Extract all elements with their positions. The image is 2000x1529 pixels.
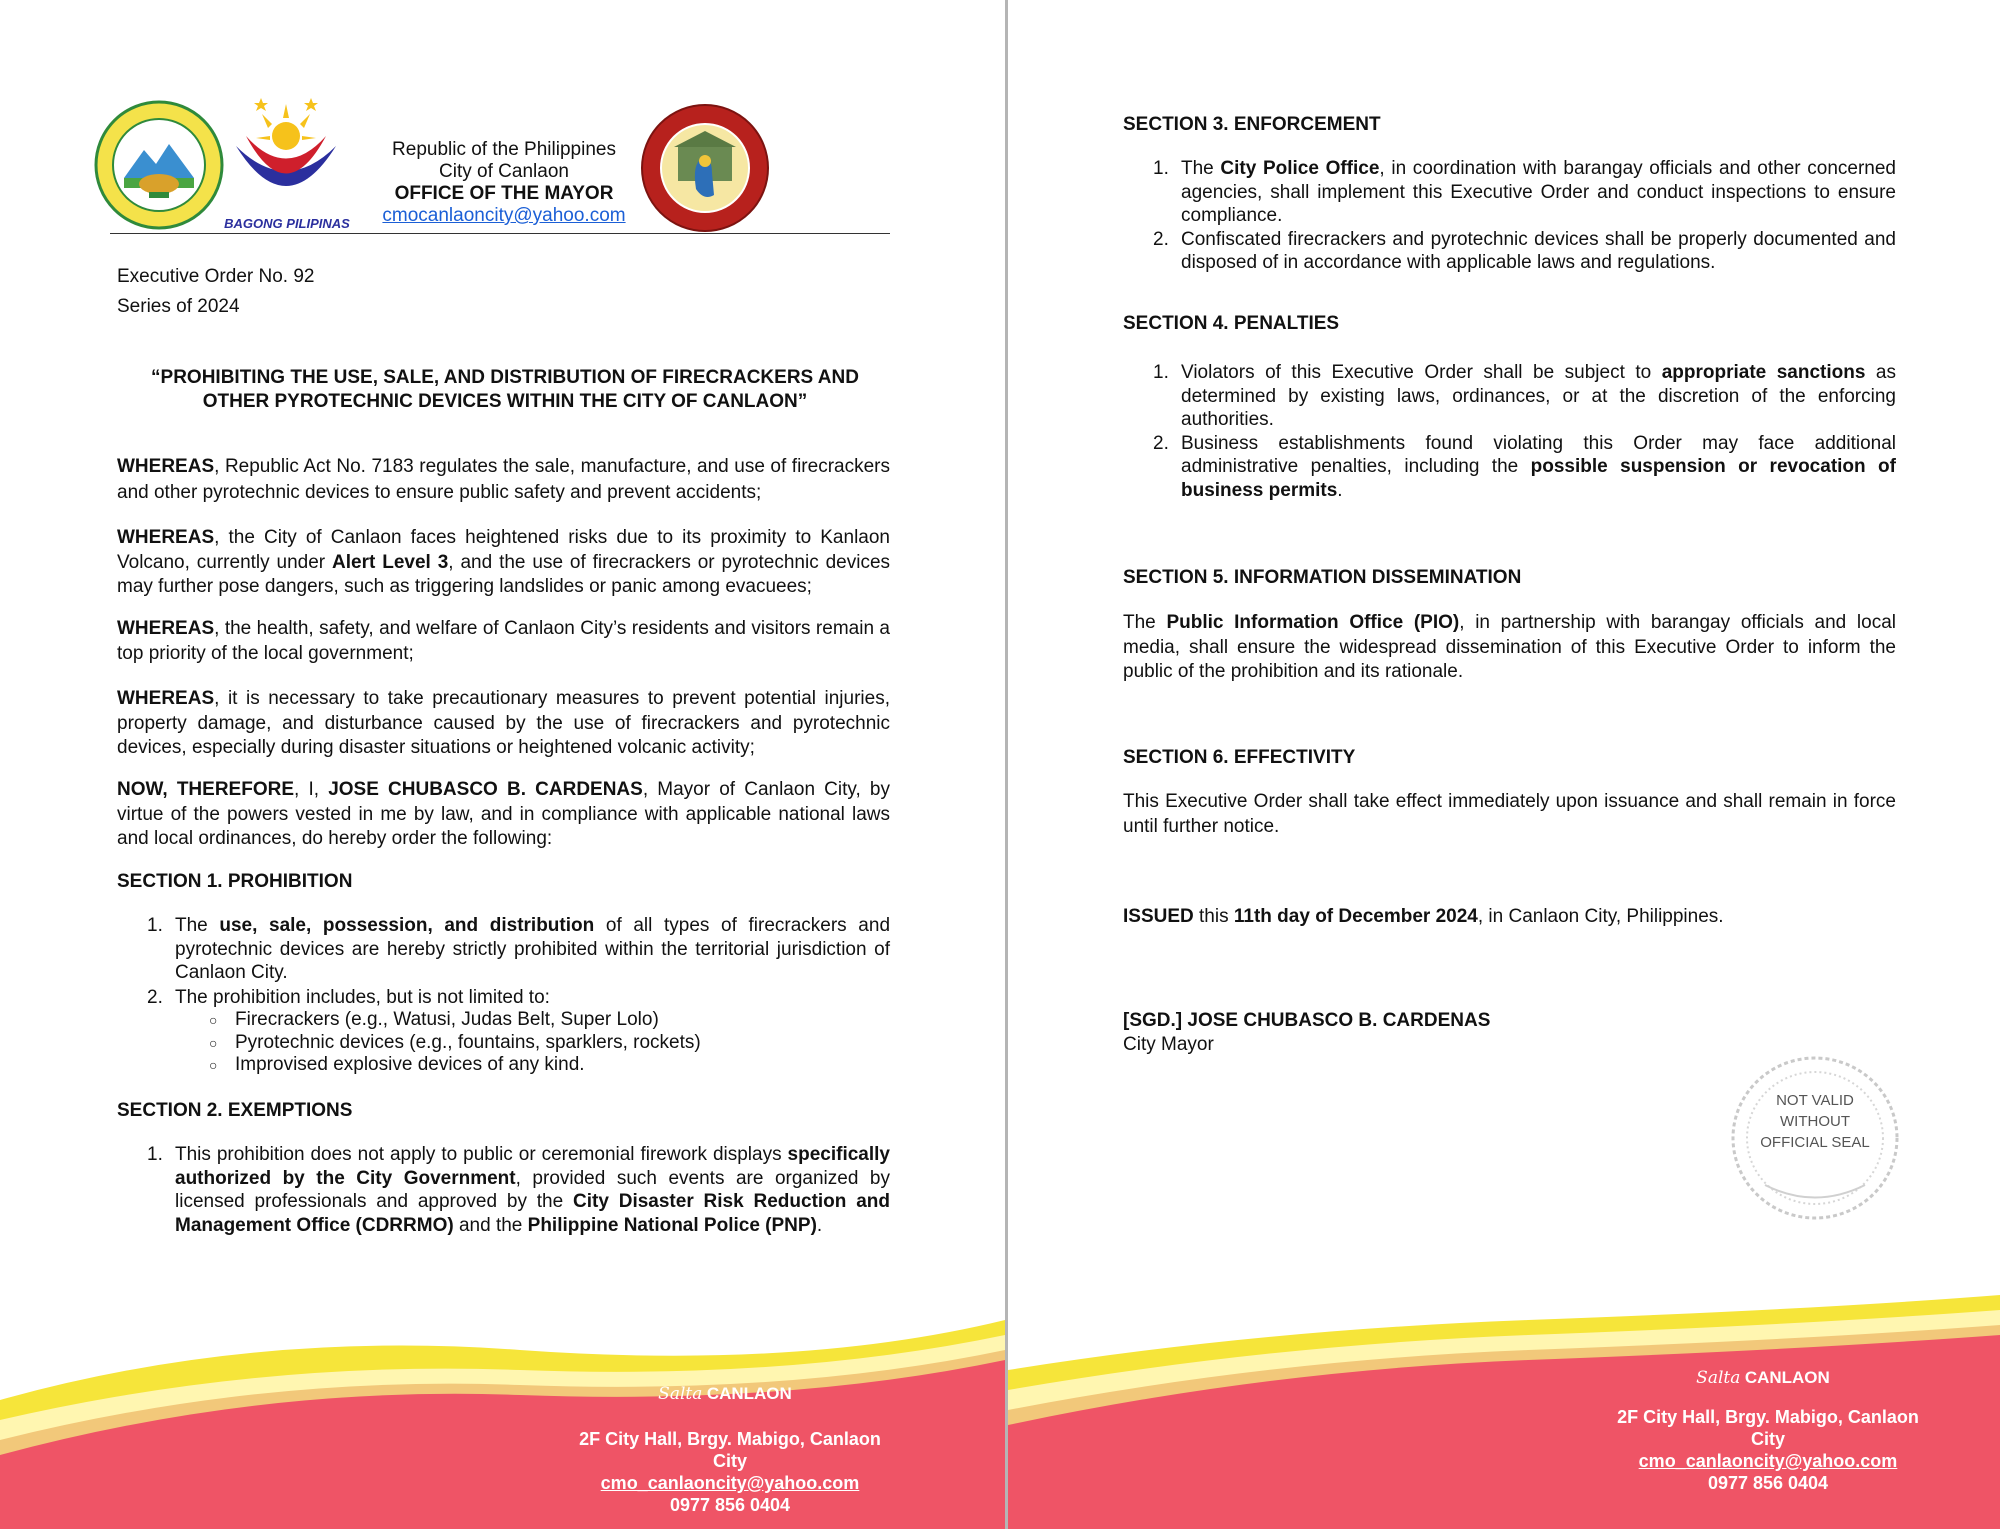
city-of-canlaon-seal-logo (94, 100, 224, 230)
section-3-list (1123, 157, 1896, 275)
letterhead (368, 139, 640, 227)
stamp-line-1: NOT VALID (1776, 1092, 1854, 1109)
now-therefore-clause: NOW, THEREFORE, I, JOSE CHUBASCO B. CARDENAS, Mayor of Canlaon City, by virtue of the powers vested in me by law, and in compliance with applicable national laws and local ordinances, do hereby order the following: (117, 779, 890, 849)
footer-address-line-1: 2F City Hall, Brgy. Mabigo, Canlaon (579, 1429, 881, 1449)
footer-brand-logo (600, 1384, 850, 1404)
document-page-2 (1008, 0, 2000, 1529)
footer-address-line-2: City (1750, 1429, 1785, 1449)
signatory-title: City Mayor (1123, 1034, 1214, 1055)
section-6-body: This Executive Order shall take effect immediately upon issuance and shall remain in force until further notice. (1123, 791, 1896, 837)
header-email-link[interactable]: cmocanlaoncity@yahoo.com (382, 205, 626, 226)
footer-phone: 0977 856 0404 (669, 1495, 791, 1515)
footer-phone: 0977 856 0404 (1707, 1473, 1829, 1493)
section-2-list (117, 1143, 890, 1237)
whereas-clause-4: WHEREAS, it is necessary to take precautionary measures to prevent potential injuries, property damage, and disturbance caused by the use of firecrackers and pyrotechnic devices, especially during disaster situations or heightened volcanic activity; (117, 688, 890, 758)
footer-contact (560, 1428, 900, 1516)
stamp-line-3: OFFICIAL SEAL (1760, 1134, 1870, 1151)
footer-email-link[interactable]: cmo_canlaoncity@yahoo.com (600, 1473, 860, 1493)
section-1-item-2: 2. The prohibition includes, but is not limited to: (147, 986, 550, 1008)
section-1-bullet-3: ○ Improvised explosive devices of any kind. (209, 1054, 585, 1075)
section-1-list (117, 914, 890, 1077)
whereas-clause-1: WHEREAS, Republic Act No. 7183 regulates the sale, manufacture, and use of firecrackers and other pyrotechnic devices to ensure public safety and prevent accidents; (117, 456, 890, 503)
issued-statement: ISSUED this 11th day of December 2024, in Canlaon City, Philippines. (1123, 906, 1724, 927)
signature-block (1123, 1009, 1490, 1057)
order-reference (117, 262, 314, 322)
stamp-line-2: WITHOUT (1780, 1113, 1850, 1130)
brand-script: Salta (1696, 1368, 1741, 1388)
signatory-name: [SGD.] JOSE CHUBASCO B. CARDENAS (1123, 1010, 1491, 1031)
office-line: OFFICE OF THE MAYOR (394, 183, 614, 204)
bagong-pilipinas-logo (226, 96, 346, 214)
city-line: City of Canlaon (439, 161, 569, 182)
brand-name: CANLAON (706, 1384, 792, 1403)
section-4-item-2: 2. Business establishments found violating this Order may face additional administrative penalties, including the possible suspension or revocation of business permits. (1153, 432, 1896, 501)
section-4-list (1123, 361, 1896, 502)
order-title (117, 366, 893, 414)
section-2-item-1: 1. This prohibition does not apply to public or ceremonial firework displays specifically authorized by the City Government, provided such events are organized by licensed professionals and approved by the City Disaster Risk Reduction and Management Office (CDRRMO) and the Philippine National Police (PNP). (147, 1144, 890, 1236)
section-1-bullet-2: ○ Pyrotechnic devices (e.g., fountains, sparklers, rockets) (209, 1031, 701, 1053)
bullet-icon: ○ (209, 1057, 218, 1073)
section-3-item-2: 2. Confiscated firecrackers and pyrotechnic devices shall be properly documented and disposed of in accordance with applicable laws and regulations. (1153, 228, 1896, 273)
footer-email-link[interactable]: cmo_canlaoncity@yahoo.com (1638, 1451, 1898, 1471)
brand-script: Salta (658, 1384, 703, 1404)
footer-brand-logo (1638, 1368, 1888, 1388)
bullet-icon: ○ (209, 1034, 218, 1051)
bagong-pilipinas-label: BAGONG PILIPINAS (224, 216, 350, 231)
section-3-heading: SECTION 3. ENFORCEMENT (1123, 114, 1381, 135)
section-5-body: The Public Information Office (PIO), in partnership with barangay officials and local media, shall ensure the widespread dissemination of this Executive Order to inform the public of the prohibition and its rationale. (1123, 612, 1896, 682)
section-4-item-1: 1. Violators of this Executive Order shall be subject to appropriate sanctions as determined by existing laws, ordinances, or at the discretion of the enforcing authorities. (1153, 362, 1896, 430)
section-1-bullet-1: ○ Firecrackers (e.g., Watusi, Judas Belt, Super Lolo) (209, 1009, 659, 1030)
stamp-text (1732, 1090, 1898, 1153)
order-title-line-2: OTHER PYROTECHNIC DEVICES WITHIN THE CITY OF CANLAON” (202, 391, 808, 412)
whereas-clause-3: WHEREAS, the health, safety, and welfare of Canlaon City’s residents and visitors remain a top priority of the local government; (117, 618, 890, 664)
whereas-clause-2: WHEREAS, the City of Canlaon faces heightened risks due to its proximity to Kanlaon Volcano, currently under Alert Level 3, and the use of firecrackers or pyrotechnic devices may further pose dangers, such as triggering landslides or panic among evacuees; (117, 527, 891, 597)
footer-address-line-2: City (712, 1451, 747, 1471)
order-number: Executive Order No. 92 (117, 266, 315, 287)
section-4-heading: SECTION 4. PENALTIES (1123, 313, 1340, 334)
section-6-heading: SECTION 6. EFFECTIVITY (1123, 747, 1356, 768)
section-1-heading: SECTION 1. PROHIBITION (117, 871, 353, 892)
section-2-heading: SECTION 2. EXEMPTIONS (117, 1100, 353, 1121)
header-rule (110, 233, 890, 234)
order-series: Series of 2024 (117, 296, 240, 317)
brand-name: CANLAON (1744, 1368, 1830, 1387)
footer-contact (1568, 1406, 1968, 1494)
bullet-icon: ○ (209, 1012, 218, 1028)
section-3-item-1: 1. The City Police Office, in coordination with barangay officials and other concerned agencies, shall implement this Executive Order and conduct inspections to ensure compliance. (1153, 158, 1896, 226)
city-mayors-office-seal-logo (640, 103, 770, 233)
order-title-line-1: “PROHIBITING THE USE, SALE, AND DISTRIBUTION OF FIRECRACKERS AND (151, 367, 859, 388)
republic-line: Republic of the Philippines (392, 139, 616, 160)
footer-address-line-1: 2F City Hall, Brgy. Mabigo, Canlaon (1617, 1407, 1919, 1427)
section-1-item-1: 1. The use, sale, possession, and distribution of all types of firecrackers and pyrotechnic devices are hereby strictly prohibited within the territorial jurisdiction of Canlaon City. (147, 915, 891, 983)
section-5-heading: SECTION 5. INFORMATION DISSEMINATION (1123, 567, 1522, 588)
